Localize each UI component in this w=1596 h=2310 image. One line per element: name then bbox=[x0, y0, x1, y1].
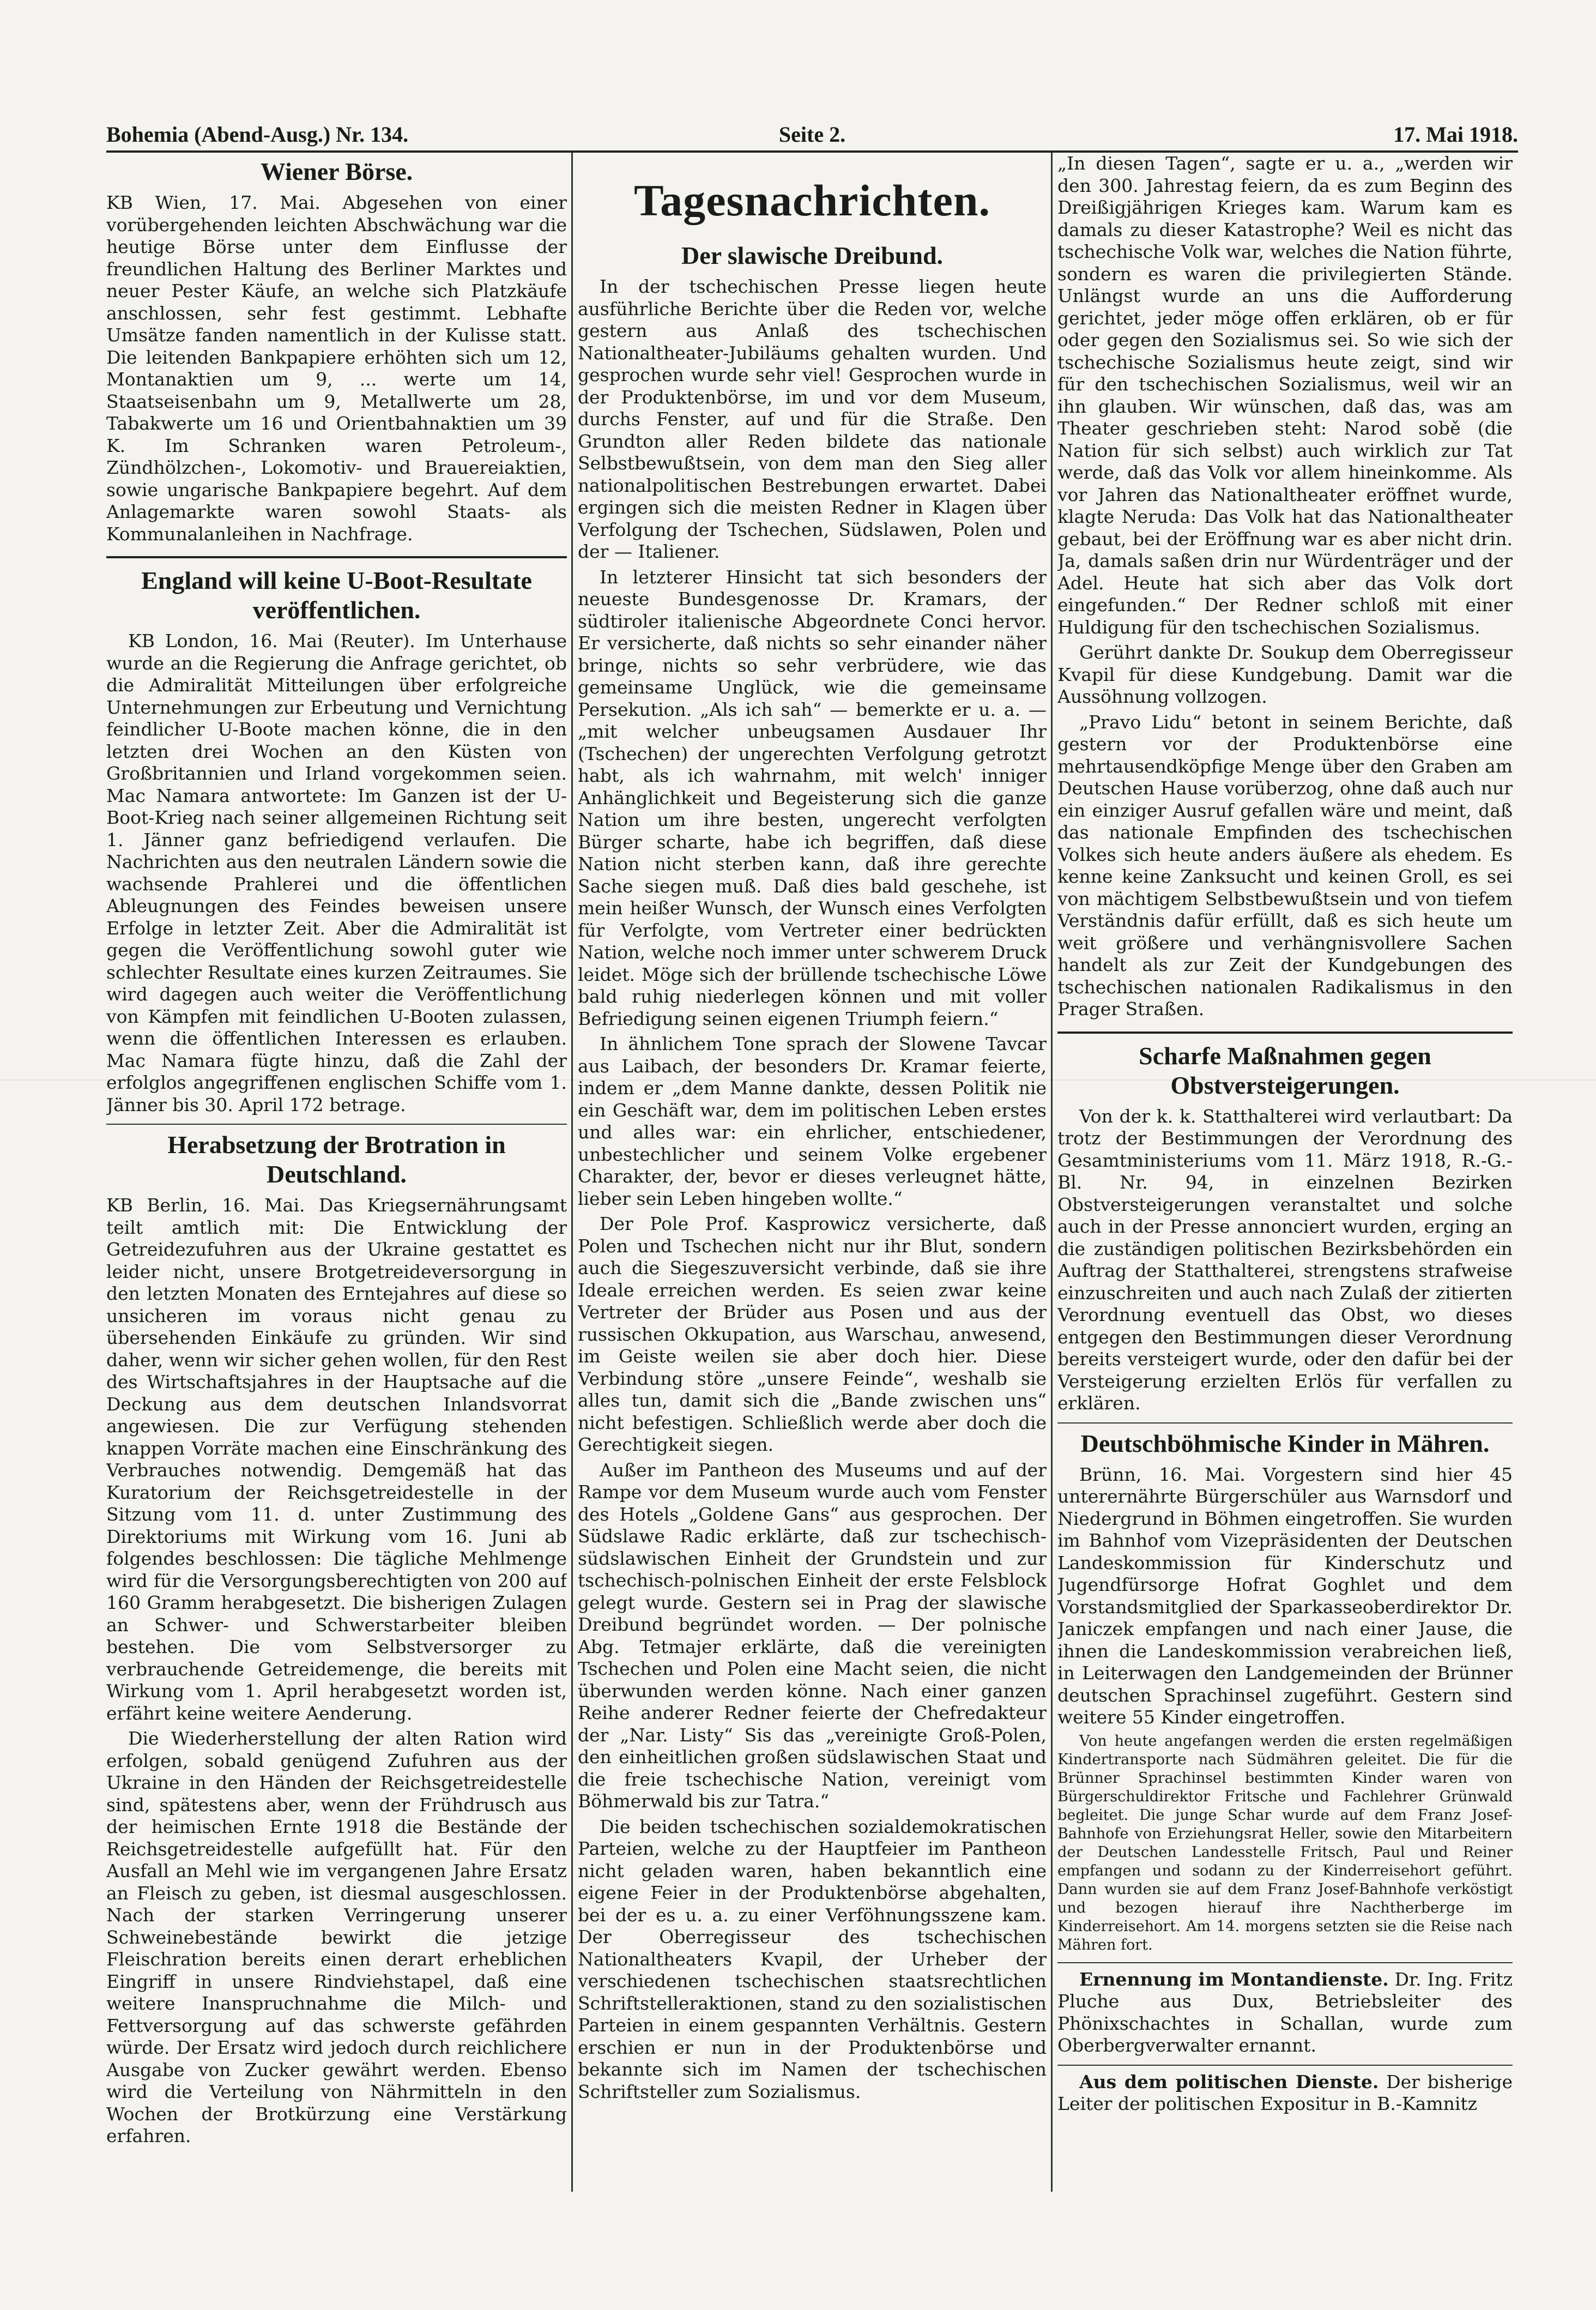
column-divider bbox=[1051, 153, 1053, 2192]
article-divider bbox=[106, 556, 567, 558]
article-title-england: England will keine U-Boot-Resultate veröffentlichen. bbox=[141, 566, 532, 624]
notice-label-politisch: Aus dem politischen Dienste. bbox=[1079, 2071, 1379, 2092]
article-title-kinder: Deutschböhmische Kinder in Mähren. bbox=[1080, 1429, 1490, 1457]
article-paragraph: Außer im Pantheon des Museums und auf der Rampe vor dem Museum wurde auch vom Fenster des Hotels „Goldene Gans“ aus gesprochen. Der Südslawe Radic erklärte, daß zur tschechisch-südslawischen Einheit der Grundstein und zur tschechisch-polnischen Einheit der erste Felsblock gelegt wurde. Gestern sei in Prag der slawische Dreibund begründet worden. — Der polnische Abg. Tetmajer erklärte, daß die vereinigten Tschechen und Polen eine Macht seien, die nicht überwunden werden könne. Nach einer ganzen Reihe anderer Redner feierte der Chefredakteur der „Nar. Listy“ Sis das „vereinigte Groß-Polen, den einheitlichen großen südslawischen Staat und die freie tschechische Nation, vereinigt vom Böhmerwald bis zur Tatra.“ bbox=[578, 1459, 1047, 1812]
article-paragraph: Der Pole Prof. Kasprowicz versicherte, daß Polen und Tschechen nicht nur ihr Blut, sondern auch die Siegeszuversicht verbinde, daß sie ihre Ideale erreichen werden. Es seien zwar keine Vertreter der Brüder aus Posen und aus der russischen Okkupation, aus Warschau, anwesend, im Geiste weilen sie aber doch hier. Diese Verbindung störe „unsere Feinde“, weshalb sie alles tun, damit sich die „Bande zwischen uns“ nicht befestigen. Schließlich werde aber doch die Gerechtigkeit siegen. bbox=[578, 1213, 1047, 1455]
header-page-number: Seite 2. bbox=[778, 122, 846, 147]
article-title-dreibund: Der slawische Dreibund. bbox=[681, 242, 944, 269]
article-title-obstversteigerung: Scharfe Maßnahmen gegen Obstversteigerungen. bbox=[1139, 1041, 1431, 1099]
article-divider bbox=[106, 1124, 567, 1125]
notice-body-ernennung: Dr. Ing. Fritz Pluche aus Dux, Betriebsleiter des Phönixschachtes in Schallan, wurde zum Oberbergverwalter ernannt. bbox=[1057, 1968, 1513, 2056]
column-divider bbox=[571, 153, 573, 2192]
article-divider bbox=[1057, 1032, 1513, 1034]
article-paragraph: „Pravo Lidu“ betont in seinem Berichte, daß gestern vor der Produktenbörse eine mehrtausendköpfige Menge über den Graben am Deutschen Hause vorüberzog, ohne daß auch nur ein einziger Ausruf gefallen wäre und meint, daß das nationale Empfinden des tschechischen Volkes sich heute anders äußere als ehedem. Es kenne keine Zanksucht und keinen Groll, es sei von mächtigem Selbstbewußtsein und von tiefem Verständnis dafür erfüllt, daß es sich heute um weit größere und verhängnisvollere Sachen handelt als zur Zeit der Kundgebungen des tschechischen nationalen Radikalismus in den Prager Straßen. bbox=[1057, 711, 1513, 1020]
column-right bbox=[1057, 153, 1513, 2192]
header-edition: Bohemia (Abend-Ausg.) Nr. 134. bbox=[106, 122, 409, 147]
column-left bbox=[106, 153, 567, 2192]
article-title-brotration: Herabsetzung der Brotration in Deutschland. bbox=[167, 1131, 506, 1188]
article-paragraph: In letzterer Hinsicht tat sich besonders der neueste Bundesgenosse Dr. Kramars, der südtiroler italienische Abgeordnete Conci hervor. Er versicherte, daß nichts so sehr einander näher bringe, nichts so sehr verbrüdere, wie das gemeinsame Unglück, wie die gemeinsame Persekution. „Als ich sah“ — bemerkte er u. a. — „mit welcher unbeugsamen Ausdauer Ihr (Tschechen) der ungerechten Verfolgung getrotzt habt, als ich wahrnahm, mit welch' inniger Anhänglichkeit und Begeisterung sich die ganze Nation um ihre besten, ungerecht verfolgten Bürger scharte, habe ich begriffen, daß diese Nation nicht sterben kann, daß ihre gerechte Sache siegen muß. Daß dies bald geschehe, ist mein heißer Wunsch, der Wunsch eines Verfolgten für Verfolgte, vom Vertreter einer bedrückten Nation, welche noch immer unter schwerem Druck leidet. Möge sich der brüllende tschechische Löwe bald ruhig niederlegen können und mit voller Befriedigung seinen eigenen Triumph feiern.“ bbox=[578, 566, 1047, 1029]
notice-body-politisch: Der bisherige Leiter der politischen Expositur in B.-Kamnitz bbox=[1057, 2071, 1513, 2114]
article-body-boerse: KB Wien, 17. Mai. Abgesehen von einer vorübergehenden leichten Abschwächung war die heutige Börse unter dem Einflusse der freundlichen Haltung des Berliner Marktes und neuer Pester Käufe, an welche sich Platzkäufe anschlossen, sehr fest gestimmt. Lebhafte Umsätze fanden namentlich in der Kulisse statt. Die leitenden Bankpapiere erhöhten sich um 12, Montanaktien um 9, ... werte um 14, Staatseisenbahn um 9, Metallwerte um 28, Tabakwerte um 16 und Orientbahnaktien um 39 K. Im Schranken waren Petroleum-, Zündhölzchen-, Lokomotiv- und Brauereiaktien, sowie ungarische Bankpapiere begehrt. Auf dem Anlagemarkte waren sowohl Staats- als Kommunalanleihen in Nachfrage. bbox=[106, 192, 567, 545]
article-paragraph: „In diesen Tagen“, sagte er u. a., „werden wir den 300. Jahrestag feiern, da es zum Beginn des Dreißigjährigen Krieges kam. Warum kam es damals zu dieser Katastrophe? Weil es nicht das tschechische Volk war, welches die Nation führte, sondern es waren die privilegierten Stände. Unlängst wurde an uns die Aufforderung gerichtet, jeder möge offen erklären, ob er für oder gegen den Sozialismus sei. So wie sich der tschechische Sozialismus heute zeigt, sind wir für den tschechischen Sozialismus, weil wir an ihn glauben. Wir wünschen, daß das, was am Theater geschrieben steht: Narod sobě (die Nation für sich selbst) auch wirklich zur Tat werde, daß das Volk vor allem hineinkomme. Als vor Jahren das Nationaltheater eröffnet wurde, klagte Neruda: Das Volk hat das Nationaltheater gebaut, bei der Eröffnung war es aber nicht drin. Ja, damals saßen drin nur Würdenträger und der Adel. Heute hat sich aber das Volk dort eingefunden.“ Der Redner schloß mit einer Huldigung für den tschechischen Sozialismus. bbox=[1057, 153, 1513, 638]
column-middle bbox=[578, 153, 1047, 2192]
article-body-brotration-2: Die Wiederherstellung der alten Ration wird erfolgen, sobald genügend Zufuhren aus der Ukraine in den Händen der Reichsgetreidestelle sind, spätestens aber, wenn der Frühdrusch aus der heimischen Ernte 1918 die Bestände der Reichsgetreidestelle aufgefüllt hat. Für den Ausfall an Mehl wie im vergangenen Jahre Ersatz an Fleisch zu geben, ist diesmal ausgeschlossen. Nach der starken Verringerung unserer Schweinebestände bewirkt die jetzige Fleischration bereits einen derart erheblichen Eingriff in unsere Rindviehstapel, daß eine weitere Inanspruchnahme die Milch- und Fettversorgung auf das schwerste gefährden würde. Der Ersatz wird jedoch durch reichlichere Ausgabe von Zucker gewährt werden. Ebenso wird die Verteilung von Nährmitteln in den Wochen der Brotkürzung eine Verstärkung erfahren. bbox=[106, 1728, 567, 2146]
page-header bbox=[106, 109, 1518, 153]
article-body-england: KB London, 16. Mai (Reuter). Im Unterhause wurde an die Regierung die Anfrage gerichtet, ob die Admiralität Mitteilungen über erfolgreiche Unternehmungen zur Erbeutung und Vernichtung feindlicher U-Boote machen könne, die in den letzten drei Wochen an den Küsten von Großbritannien und Irland vorgekommen seien. Mac Namara antwortete: Im Ganzen ist der U-Boot-Krieg nach seiner allgemeinen Richtung seit 1. Jänner ganz befriedigend verlaufen. Die Nachrichten aus den neutralen Ländern sowie die wachsende Prahlerei und die öffentlichen Ableugnungen des Feindes beweisen unsere Erfolge in letzter Zeit. Aber die Admiralität ist gegen die Veröffentlichung sowohl guter wie schlechter Resultate eines kurzen Zeitraumes. Sie wird dagegen auch weiter die Veröffentlichung von Kämpfen mit feindlichen U-Booten zulassen, wenn die öffentlichen Interessen es erlauben. Mac Namara fügte hinzu, daß die Zahl der erfolglos angegriffenen englischen Schiffe vom 1. Jänner bis 30. April 172 betrage. bbox=[106, 630, 567, 1115]
article-body-obstversteigerung: Von der k. k. Statthalterei wird verlautbart: Da trotz der Bestimmungen der Verordnung des Gesamtministeriums vom 11. März 1918, R.-G.-Bl. Nr. 94, in einzelnen Bezirken Obstversteigerungen veranstaltet und solche auch in der Presse annonciert wurden, erging an die zuständigen politischen Bezirksbehörden ein Auftrag der Statthalterei, strengstens strafweise einzuschreiten und auch nach Zulaß der zitierten Verordnung eventuell das Obst, wo dieses entgegen den Bestimmungen dieser Verordnung bereits versteigert wurde, oder den dafür bei der Versteigerung erzielten Erlös für verfallen zu erklären. bbox=[1057, 1105, 1513, 1414]
article-paragraph: Gerührt dankte Dr. Soukup dem Oberregisseur Kvapil für diese Kundgebung. Damit war die Aussöhnung vollzogen. bbox=[1057, 642, 1513, 707]
paper-fold bbox=[0, 1079, 1596, 1081]
article-divider bbox=[1057, 1422, 1513, 1424]
article-divider bbox=[1057, 2065, 1513, 2066]
article-divider bbox=[1057, 1962, 1513, 1963]
article-body-kinder: Brünn, 16. Mai. Vorgestern sind hier 45 unterernährte Bürgerschüler aus Warnsdorf und Niedergrund in Böhmen eingetroffen. Sie wurden im Bahnhof vom Vizepräsidenten der Deutschen Landeskommission für Kinderschutz und Jugendfürsorge Hofrat Goghlet und dem Vorstandsmitglied der Sparkasseoberdirektor Dr. Janiczek empfangen und nach einer Jause, die ihnen die Landeskommission verabreichen ließ, in Leiterwagen den Landgemeinden der Brünner deutschen Sprachinsel zugeführt. Gestern sind weitere 55 Kinder eingetroffen. bbox=[1057, 1463, 1513, 1728]
article-paragraph: In ähnlichem Tone sprach der Slowene Tavcar aus Laibach, der besonders Dr. Kramar feierte, indem er „dem Manne dankte, dessen Politik nie ein Geschäft war, dem im politischen Leben erstes und alles war: ein ehrlicher, entschiedener, unbestechlicher und seinem Volke ergebener Charakter, der, bevor er dieses verleugnet hätte, lieber sein Leben hingeben wollte.“ bbox=[578, 1033, 1047, 1209]
article-body-brotration: KB Berlin, 16. Mai. Das Kriegsernährungsamt teilt amtlich mit: Die Entwicklung der Getreidezufuhren aus der Ukraine gestattet es leider nicht, unsere Brotgetreideversorgung in den letzten Monaten des Erntejahres auf diese so unsicheren im voraus nicht genau zu übersehenden Einkäufe zu gründen. Wir sind daher, wenn wir sicher gehen wollen, für den Rest des Wirtschaftsjahres in der Hauptsache auf die Deckung aus dem deutschen Inlandsvorrat angewiesen. Die zur Verfügung stehenden knappen Vorräte machen eine Einschränkung des Verbrauches notwendig. Demgemäß hat das Kuratorium der Reichsgetreidestelle in der Sitzung vom 11. d. unter Zustimmung des Direktoriums mit Wirkung vom 16. Juni ab folgendes beschlossen: Die tägliche Mehlmenge wird für die Versorgungsberechtigten von 200 auf 160 Gramm herabgesetzt. Die bisherigen Zulagen an Schwer- und Schwerstarbeiter bleiben bestehen. Die vom Selbstversorger zu verbrauchende Getreidemenge, die bereits mit Wirkung vom 1. April herabgesetzt worden ist, erfährt keine weitere Aenderung. bbox=[106, 1195, 567, 1724]
article-note-kinder: Von heute angefangen werden die ersten regelmäßigen Kindertransporte nach Südmähren geleitet. Die für die Brünner Sprachinsel bestimmten Kinder waren von Bürgerschuldirektor Fritsche und Fachlehrer Grünwald begleitet. Die junge Schar wurde auf dem Franz Josef-Bahnhofe von Erziehungsrat Heller, sowie den Mitarbeitern der Deutschen Landesstelle Fritsch, Paul und Reiner empfangen und sodann zu der Kinderreisehort geführt. Dann wurden sie auf dem Franz Josef-Bahnhofe verköstigt und bezogen hierauf ihre Nachtherberge im Kinderreisehort. Am 14. morgens setzten sie die Reise nach Mähren fort. bbox=[1057, 1732, 1513, 1953]
section-title: Tagesnachrichten. bbox=[633, 176, 991, 225]
article-paragraph: Die beiden tschechischen sozialdemokratischen Parteien, welche zu der Hauptfeier im Pantheon nicht geladen waren, haben bekanntlich eine eigene Feier in der Produktenbörse abgehalten, bei der es u. a. zu einer Verföhnungsszene kam. Der Oberregisseur des tschechischen Nationaltheaters Kvapil, der Urheber der verschiedenen tschechischen staatsrechtlichen Schriftstelleraktionen, stand zu den sozialistischen Parteien in einem gespannten Verhältnis. Gestern erschien er nun in der Produktenbörse und bekannte sich im Namen der tschechischen Schriftsteller zum Sozialismus. bbox=[578, 1816, 1047, 2102]
article-title-boerse: Wiener Börse. bbox=[260, 158, 413, 185]
article-paragraph: In der tschechischen Presse liegen heute ausführliche Berichte über die Reden vor, welche gestern aus Anlaß des tschechischen Nationaltheater-Jubiläums gehalten wurden. Und gesprochen wurde sehr viel! Gesprochen wurde in der Produktenbörse, im und vor dem Museum, durchs Fenster, auf und für die Straße. Den Grundton aller Reden bildete das nationale Selbstbewußtsein, von dem man den Sieg aller nationalpolitischen Bestrebungen erwartet. Dabei ergingen sich die meisten Redner in Klagen über Verfolgung der Tschechen, Südslawen, Polen und der — Italiener. bbox=[578, 276, 1047, 562]
header-date: 17. Mai 1918. bbox=[1393, 122, 1518, 147]
notice-label-ernennung: Ernennung im Montandienste. bbox=[1079, 1968, 1389, 1990]
